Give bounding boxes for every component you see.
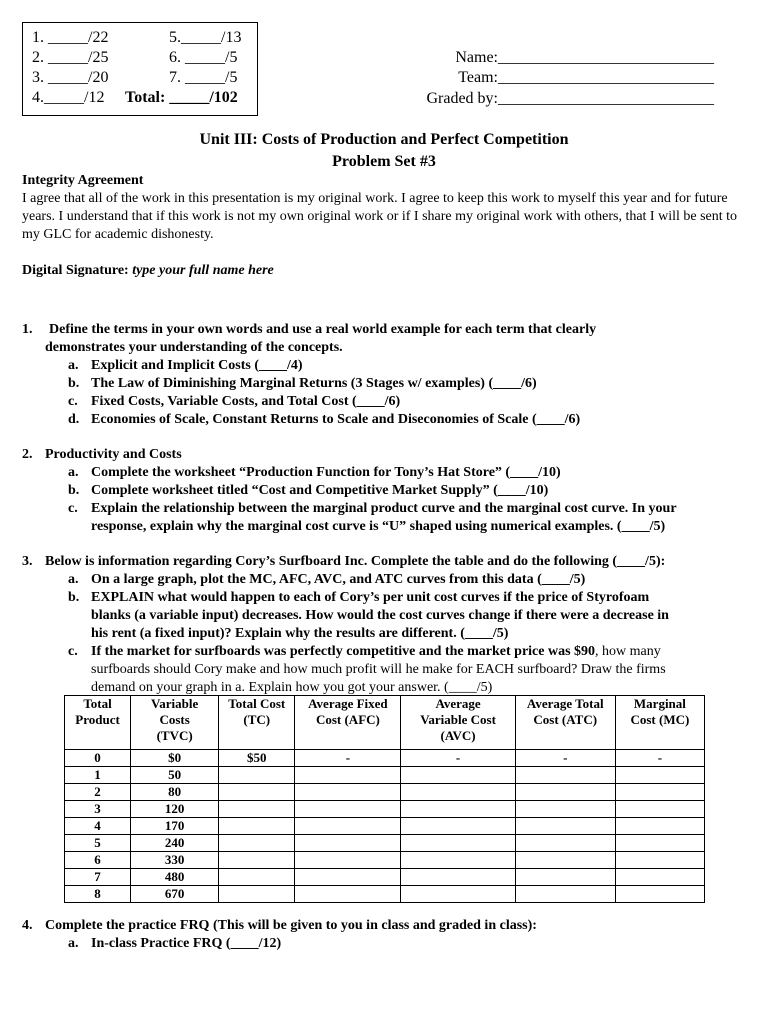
- table-cell[interactable]: [219, 835, 295, 852]
- integrity-heading: Integrity Agreement: [22, 173, 144, 188]
- item-letter: a.: [68, 572, 79, 587]
- table-cell[interactable]: [515, 784, 615, 801]
- table-row: [65, 767, 705, 784]
- table-cell[interactable]: [295, 886, 401, 903]
- table-cell[interactable]: [295, 818, 401, 835]
- table-cell[interactable]: [615, 784, 704, 801]
- digital-signature: [22, 262, 748, 280]
- table-cell[interactable]: [401, 784, 515, 801]
- table-cell: 4: [65, 818, 131, 835]
- question-number: 1.: [22, 322, 33, 337]
- signature-hint[interactable]: type your full name here: [132, 263, 274, 278]
- table-row: [65, 869, 705, 886]
- table-cell: 670: [131, 886, 219, 903]
- table-cell: 120: [131, 801, 219, 818]
- name-field[interactable]: [414, 48, 714, 68]
- item-letter: b.: [68, 590, 80, 605]
- score-q5: 5._____/13: [169, 29, 242, 46]
- table-cell[interactable]: [295, 767, 401, 784]
- table-cell: 7: [65, 869, 131, 886]
- item-letter: b.: [68, 483, 80, 498]
- table-cell[interactable]: [219, 852, 295, 869]
- table-header-cell: Marginal Cost (MC): [615, 696, 704, 750]
- item-letter: d.: [68, 412, 80, 427]
- table-row: [65, 835, 705, 852]
- table-cell[interactable]: [515, 835, 615, 852]
- graded-by-field[interactable]: [414, 89, 714, 109]
- table-row: [65, 852, 705, 869]
- table-cell: 8: [65, 886, 131, 903]
- name-label: Name:: [455, 49, 498, 66]
- team-field[interactable]: [414, 68, 714, 88]
- table-cell[interactable]: [515, 886, 615, 903]
- table-row: [65, 801, 705, 818]
- table-cell[interactable]: [615, 801, 704, 818]
- table-cell[interactable]: [401, 869, 515, 886]
- table-cell[interactable]: [295, 835, 401, 852]
- score-q2: 2. _____/25: [32, 49, 109, 66]
- table-cell: 50: [131, 767, 219, 784]
- table-header-cell: Average Fixed Cost (AFC): [295, 696, 401, 750]
- table-cell: -: [615, 750, 704, 767]
- table-cell[interactable]: [219, 869, 295, 886]
- question-text: Complete the practice FRQ (This will be given to you in class and graded in class):: [45, 918, 537, 933]
- table-header-row: [65, 696, 705, 750]
- item-letter: c.: [68, 644, 78, 659]
- table-cell: 0: [65, 750, 131, 767]
- table-cell[interactable]: [515, 852, 615, 869]
- team-line: ___________________________: [498, 69, 714, 86]
- table-cell[interactable]: [615, 869, 704, 886]
- score-box: [22, 22, 258, 116]
- table-cell[interactable]: [401, 767, 515, 784]
- table-cell: 2: [65, 784, 131, 801]
- score-q1: 1. _____/22: [32, 29, 109, 46]
- item-text: blanks (a variable input) decreases. How would the cost curves change if there were a decrease in: [91, 608, 669, 623]
- item-text: On a large graph, plot the MC, AFC, AVC, and ATC curves from this data (____/5): [91, 572, 586, 587]
- table-cell: 80: [131, 784, 219, 801]
- score-total: [125, 88, 238, 108]
- graded-by-label: Graded by:: [426, 90, 498, 107]
- table-cell[interactable]: [401, 852, 515, 869]
- item-text: Explain the relationship between the marginal product curve and the marginal cost curve. In your: [91, 501, 677, 516]
- question-number: 4.: [22, 918, 33, 933]
- question-text: Productivity and Costs: [45, 447, 182, 462]
- table-cell: 330: [131, 852, 219, 869]
- table-row: [65, 818, 705, 835]
- table-cell[interactable]: [615, 852, 704, 869]
- table-row: [65, 750, 705, 767]
- score-total-value: _____/102: [169, 89, 238, 106]
- table-cell[interactable]: [219, 818, 295, 835]
- table-cell[interactable]: [515, 801, 615, 818]
- table-cell: -: [295, 750, 401, 767]
- item-text: EXPLAIN what would happen to each of Cory’s per unit cost curves if the price of Styrofoam: [91, 590, 650, 605]
- table-cell[interactable]: [219, 801, 295, 818]
- name-line: ___________________________: [498, 49, 714, 66]
- page-title: Unit III: Costs of Production and Perfect Competition: [199, 131, 569, 148]
- item-text: demand on your graph in a. Explain how you got your answer. (____/5): [91, 680, 493, 695]
- table-cell[interactable]: [295, 869, 401, 886]
- score-q4: 4._____/12: [32, 89, 105, 106]
- question-text: demonstrates your understanding of the concepts.: [45, 340, 343, 355]
- table-cell[interactable]: [515, 818, 615, 835]
- question-number: 2.: [22, 447, 33, 462]
- item-text: Explicit and Implicit Costs (____/4): [91, 358, 303, 373]
- item-text: surfboards should Cory make and how much profit will he make for EACH surfboard? Draw the firms: [91, 662, 666, 677]
- table-cell: 6: [65, 852, 131, 869]
- table-cell: 5: [65, 835, 131, 852]
- item-text: Complete the worksheet “Production Function for Tony’s Hat Store” (____/10): [91, 465, 561, 480]
- table-cell: 1: [65, 767, 131, 784]
- item-letter: c.: [68, 501, 78, 516]
- item-letter: a.: [68, 465, 79, 480]
- table-cell: 480: [131, 869, 219, 886]
- score-q7: 7. _____/5: [169, 69, 238, 86]
- item-text: Complete worksheet titled “Cost and Competitive Market Supply” (____/10): [91, 483, 549, 498]
- table-cell: -: [515, 750, 615, 767]
- table-cell[interactable]: [295, 801, 401, 818]
- signature-label: Digital Signature:: [22, 263, 129, 278]
- table-cell[interactable]: [615, 835, 704, 852]
- table-cell[interactable]: [615, 818, 704, 835]
- table-cell: $50: [219, 750, 295, 767]
- table-cell[interactable]: [515, 767, 615, 784]
- table-row: [65, 784, 705, 801]
- item-letter: c.: [68, 394, 78, 409]
- item-letter: a.: [68, 936, 79, 951]
- table-cell[interactable]: [615, 886, 704, 903]
- table-cell[interactable]: [401, 835, 515, 852]
- item-text: [91, 643, 721, 661]
- table-cell: -: [401, 750, 515, 767]
- table-cell[interactable]: [295, 784, 401, 801]
- question-text: Below is information regarding Cory’s Surfboard Inc. Complete the table and do the following (____/5):: [45, 554, 666, 569]
- integrity-text: I agree that all of the work in this presentation is my original work. I agree to keep this work to myself this year and for future years. I understand that if this work is not my own original work or if I share my original work with others, that I will be sent to my GLC for academic dishonesty.: [22, 191, 738, 242]
- table-cell: 240: [131, 835, 219, 852]
- score-q6: 6. _____/5: [169, 49, 238, 66]
- table-row: [65, 886, 705, 903]
- table-header-cell: Total Cost (TC): [219, 696, 295, 750]
- item-text-bold: If the market for surfboards was perfectly competitive and the market price was $90: [91, 644, 596, 659]
- cost-table-body: [65, 750, 705, 903]
- item-text: Fixed Costs, Variable Costs, and Total Cost (____/6): [91, 394, 401, 409]
- graded-by-line: ___________________________: [498, 90, 714, 107]
- item-letter: b.: [68, 376, 80, 391]
- table-cell[interactable]: [401, 818, 515, 835]
- item-text: The Law of Diminishing Marginal Returns (3 Stages w/ examples) (____/6): [91, 376, 537, 391]
- item-letter: a.: [68, 358, 79, 373]
- item-text: Economies of Scale, Constant Returns to Scale and Diseconomies of Scale (____/6): [91, 412, 581, 427]
- page-subtitle: Problem Set #3: [332, 153, 436, 170]
- table-cell[interactable]: [219, 784, 295, 801]
- table-cell[interactable]: [295, 852, 401, 869]
- table-cell[interactable]: [615, 767, 704, 784]
- item-text-normal: , how many: [595, 644, 661, 659]
- item-text: In-class Practice FRQ (____/12): [91, 936, 282, 951]
- table-cell: 3: [65, 801, 131, 818]
- table-header-cell: Total Product: [65, 696, 131, 750]
- question-number: 3.: [22, 554, 33, 569]
- item-text: his rent (a fixed input)? Explain why the results are different. (____/5): [91, 626, 509, 641]
- table-cell[interactable]: [401, 886, 515, 903]
- question-text: Define the terms in your own words and use a real world example for each term that clearly: [49, 322, 597, 337]
- table-cell[interactable]: [219, 886, 295, 903]
- score-q3: 3. _____/20: [32, 69, 109, 86]
- table-header-cell: Variable Costs (TVC): [131, 696, 219, 750]
- table-cell[interactable]: [401, 801, 515, 818]
- cost-table: [64, 695, 705, 903]
- table-cell[interactable]: [515, 869, 615, 886]
- score-total-label: Total:: [125, 89, 166, 106]
- table-cell: $0: [131, 750, 219, 767]
- table-cell: 170: [131, 818, 219, 835]
- table-header-cell: Average Total Cost (ATC): [515, 696, 615, 750]
- table-cell[interactable]: [219, 767, 295, 784]
- item-text: response, explain why the marginal cost curve is “U” shaped using numerical examples. (____/5): [91, 519, 666, 534]
- table-header-cell: Average Variable Cost (AVC): [401, 696, 515, 750]
- team-label: Team:: [458, 69, 498, 86]
